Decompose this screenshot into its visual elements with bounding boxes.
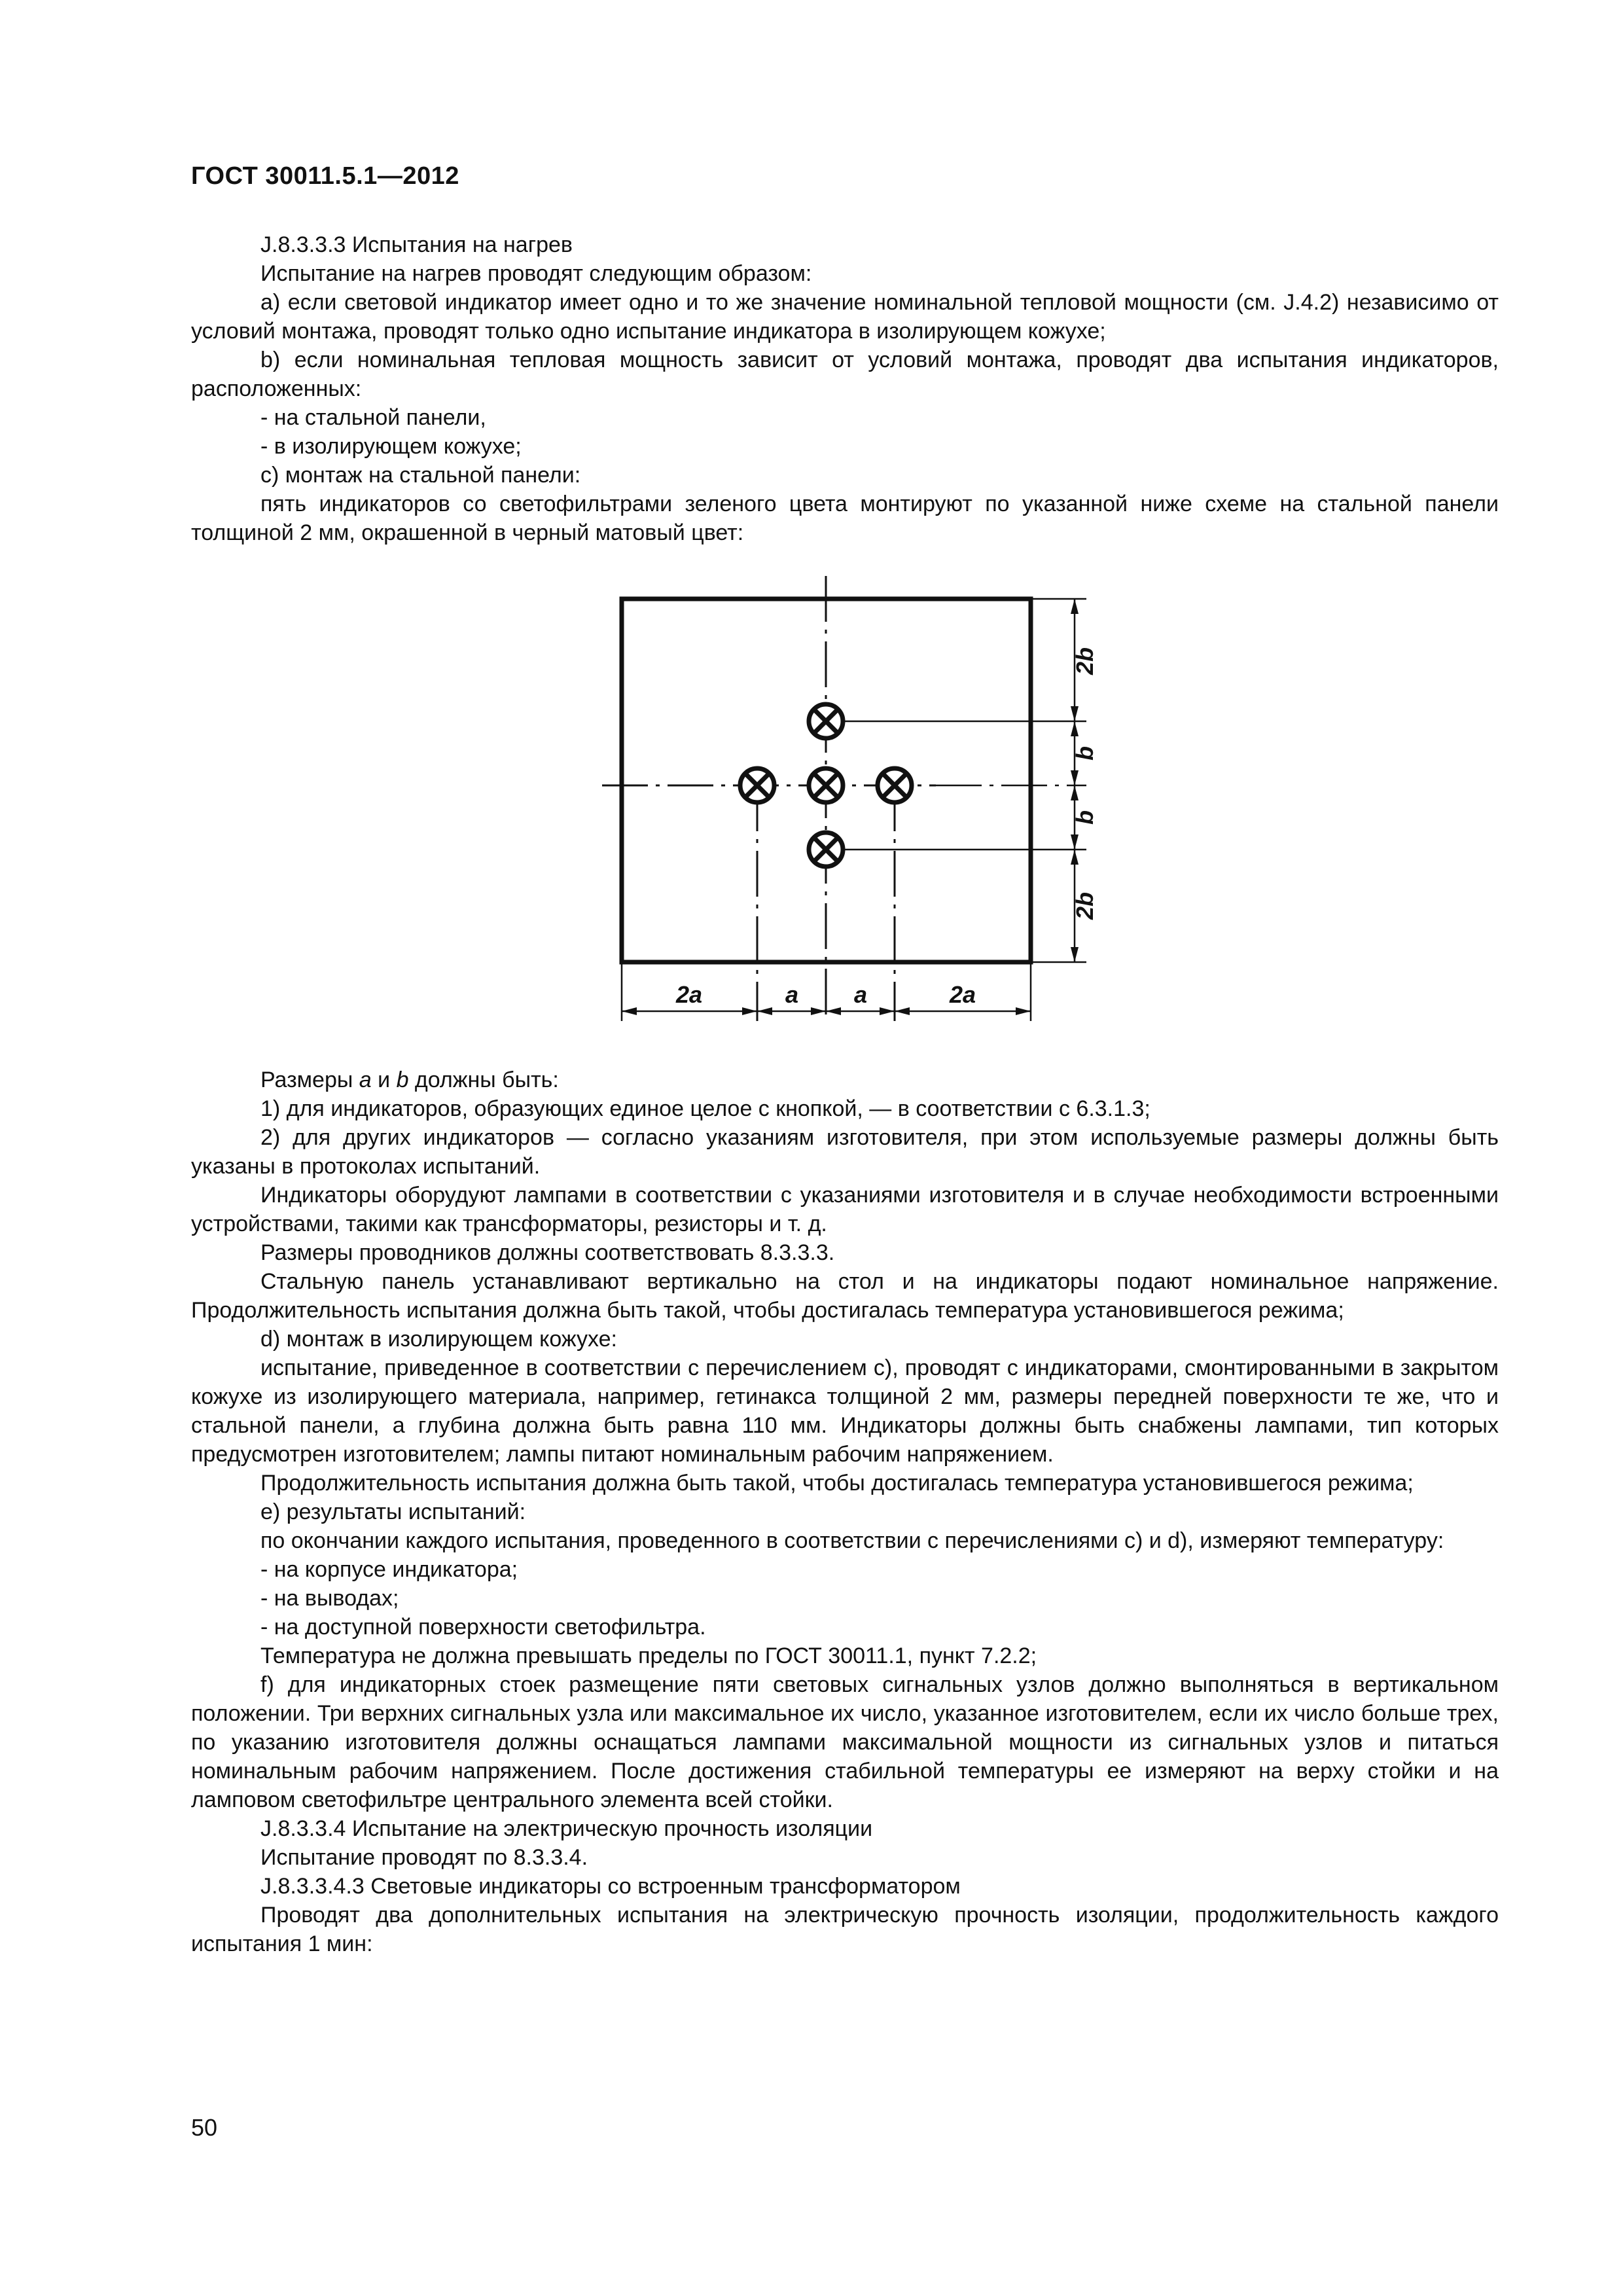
numbered-item-2: 2) для других индикаторов — согласно указаниям изготовителя, при этом используемые размеры должны быть указаны в протоколах испытаний.	[191, 1125, 1499, 1179]
diagram-svg	[556, 569, 1145, 1041]
dash-item: - на стальной панели,	[260, 405, 486, 430]
paragraph: Стальную панель устанавливают вертикально на стол и на индикаторы подают номинальное напряжение. Продолжительность испытания должна быть такой, чтобы достигалась температура установившегося режима;	[191, 1269, 1499, 1323]
section-after-diagram	[191, 1066, 1499, 1958]
paragraph: Проводят два дополнительных испытания на электрическую прочность изоляции, продолжительность каждого испытания 1 мин:	[191, 1903, 1499, 1956]
indicator-right-icon	[878, 768, 912, 802]
paragraph: Продолжительность испытания должна быть такой, чтобы достигалась температура установившегося режима;	[260, 1471, 1414, 1496]
numbered-item-1: 1) для индикаторов, образующих единое целое с кнопкой, — в соответствии с 6.3.1.3;	[260, 1096, 1150, 1121]
section-heat-test	[191, 230, 1499, 547]
clause-heading: J.8.3.3.4.3 Световые индикаторы со встроенным трансформатором	[260, 1874, 961, 1899]
dim-label-2a-right: 2a	[949, 981, 976, 1008]
sizes-suffix: должны быть:	[408, 1067, 559, 1092]
list-item-d: d) монтаж в изолирующем кожухе:	[260, 1327, 617, 1352]
dim-label-2a-left: 2a	[675, 981, 703, 1008]
dim-label-b-upper: b	[1071, 746, 1098, 761]
paragraph: Размеры проводников должны соответствовать 8.3.3.3.	[260, 1240, 835, 1265]
list-item-e: e) результаты испытаний:	[260, 1499, 526, 1524]
paragraph: испытание, приведенное в соответствии с перечислением c), проводят с индикаторами, смонтированными в закрытом кожухе из изолирующего материала, например, гетинакса толщиной 2 мм, размеры передней поверхности те же, что и стальной панели, а глубина должна быть равна 110 мм. Индикаторы должны быть снабжены лампами, тип которых предусмотрен изготовителем; лампы питают номинальным рабочим напряжением.	[191, 1355, 1499, 1467]
dim-label-2b-bottom: 2b	[1071, 891, 1098, 920]
paragraph: Температура не должна превышать пределы по ГОСТ 30011.1, пункт 7.2.2;	[260, 1643, 1037, 1668]
paragraph: пять индикаторов со светофильтрами зеленого цвета монтируют по указанной ниже схеме на стальной панели толщиной 2 мм, окрашенной в черный матовый цвет:	[191, 492, 1499, 545]
indicator-top-icon	[809, 704, 843, 738]
indicator-bottom-icon	[809, 833, 843, 867]
clause-heading: J.8.3.3.4 Испытание на электрическую прочность изоляции	[260, 1816, 873, 1841]
indicator-center-icon	[809, 768, 843, 802]
document-code-header: ГОСТ 30011.5.1—2012	[191, 162, 459, 190]
sizes-intro	[191, 1066, 1499, 1094]
list-item-f: f) для индикаторных стоек размещение пяти световых сигнальных узлов должно выполняться в вертикальном положении. Три верхних сигнальных узла или максимальное их число, указанное изготовителем, если их число больше трех, по указанию изготовителя должны оснащаться лампами максимальной мощности из сигнальных узлов и питаться номинальным рабочим напряжением. После достижения стабильной температуры ее измеряют на верху стойки и на ламповом светофильтре центрального элемента всей стойки.	[191, 1672, 1499, 1812]
list-item-c: c) монтаж на стальной панели:	[260, 463, 581, 488]
dash-item: - на доступной поверхности светофильтра.	[260, 1615, 706, 1640]
symbol-b: b	[396, 1067, 409, 1092]
list-item-a: a) если световой индикатор имеет одно и то же значение номинальной тепловой мощности (см. J.4.2) независимо от условий монтажа, проводят только одно испытание индикатора в изолирующем кожухе;	[191, 290, 1499, 344]
indicator-left-icon	[740, 768, 774, 802]
clause-heading: J.8.3.3.3 Испытания на нагрев	[260, 232, 573, 257]
sizes-prefix: Размеры	[260, 1067, 359, 1092]
dim-label-b-lower: b	[1071, 810, 1098, 825]
dash-item: - на выводах;	[260, 1586, 399, 1611]
paragraph: по окончании каждого испытания, проведенного в соответствии с перечислениями c) и d), измеряют температуру:	[260, 1528, 1444, 1553]
page-number: 50	[191, 2114, 218, 2141]
list-item-b: b) если номинальная тепловая мощность зависит от условий монтажа, проводят два испытания индикаторов, расположенных:	[191, 348, 1499, 401]
dash-item: - на корпусе индикатора;	[260, 1557, 518, 1582]
paragraph: Испытание на нагрев проводят следующим образом:	[260, 261, 812, 286]
indicator-layout-diagram	[556, 569, 1145, 1041]
dim-label-2b-top: 2b	[1071, 647, 1098, 675]
symbol-a: a	[359, 1067, 372, 1092]
paragraph: Испытание проводят по 8.3.3.4.	[260, 1845, 588, 1870]
dash-item: - в изолирующем кожухе;	[260, 434, 522, 459]
dim-label-a-left: a	[785, 981, 799, 1008]
paragraph: Индикаторы оборудуют лампами в соответствии с указаниями изготовителя и в случае необходимости встроенными устройствами, такими как трансформаторы, резисторы и т. д.	[191, 1183, 1499, 1236]
sizes-and: и	[371, 1067, 397, 1092]
dim-label-a-right: a	[853, 981, 868, 1008]
